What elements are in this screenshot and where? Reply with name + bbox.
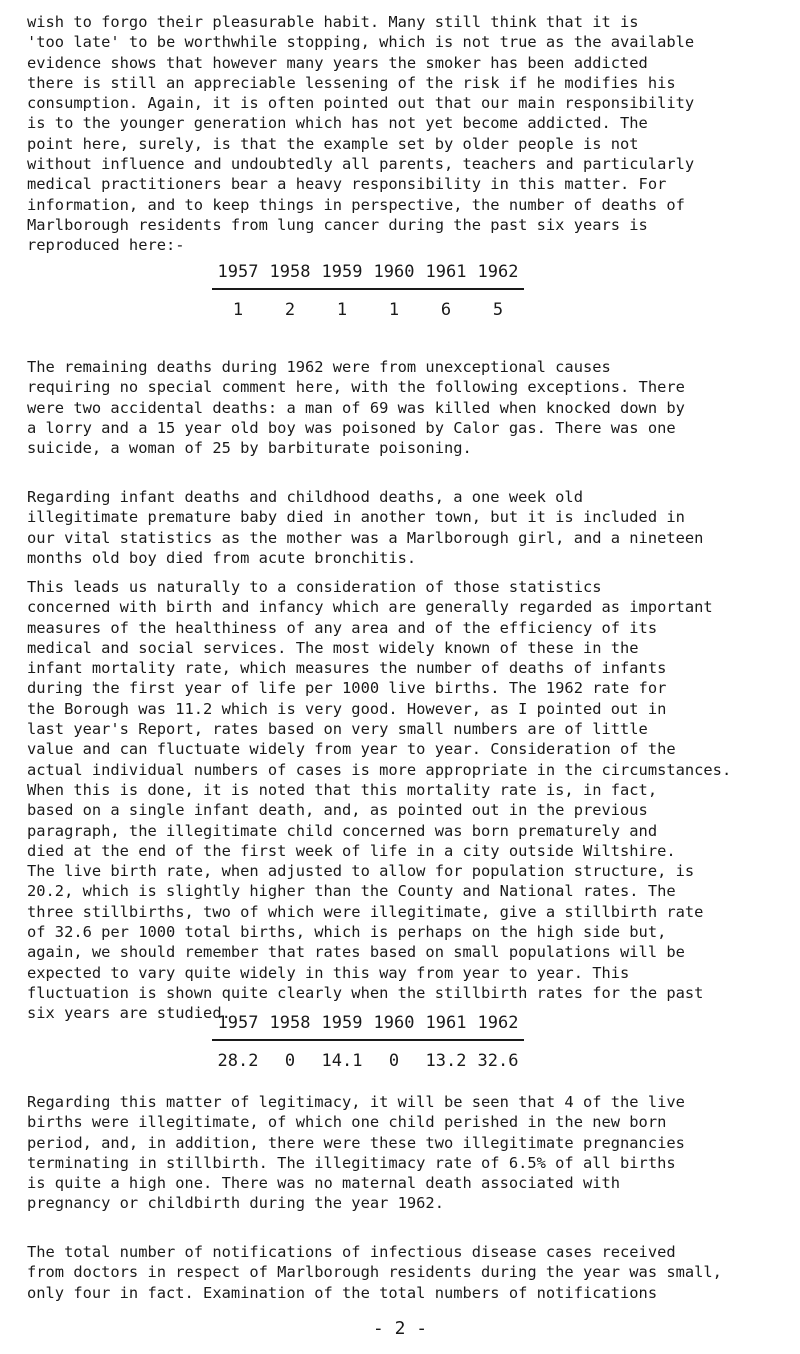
year-cell: 1959 (321, 1013, 363, 1033)
year-cell: 1960 (373, 262, 415, 282)
value-cell: 32.6 (477, 1051, 519, 1071)
value-cell: 0 (284, 1051, 296, 1071)
year-cell: 1958 (269, 1013, 311, 1033)
table-rule (212, 288, 524, 290)
year-cell: 1961 (425, 262, 467, 282)
value-cell: 5 (492, 300, 504, 320)
paragraph-birth-statistics: This leads us naturally to a consideration of those statistics concerned with birth and infancy which are generally regarded as important measures of the healthiness of any area and of the efficiency of its medical and social services. The most widely known of these in the infant mortality rate, which measures the number of deaths of infants during the first year of life per 1000 live births. The 1962 rate for the Borough was 11.2 which is very good. However, as I pointed out in last year's Report, rates based on very small numbers are of little value and can fluctuate widely from year to year. Consideration of the actual individual numbers of cases is more appropriate in the circumstances. When this is done, it is noted that this mortality rate is, in fact, based on a single infant death, and, as pointed out in the previous paragraph, the illegitimate child concerned was born prematurely and died at the end of the first week of life in a city outside Wiltshire. The live birth rate, when adjusted to allow for population structure, is 20.2, which is slightly higher than the County and National rates. The three stillbirths, two of which were illegitimate, give a stillbirth rate of 32.6 per 1000 total births, which is perhaps on the high side but, again, we should remember that rates based on small populations will be expected to vary quite widely in this way from year to year. This fluctuation is shown quite clearly when the stillbirth rates for the past six years are studied. (27, 578, 732, 1023)
table-value-row (212, 1051, 524, 1071)
value-cell: 2 (284, 300, 296, 320)
year-cell: 1962 (477, 1013, 519, 1033)
year-cell: 1960 (373, 1013, 415, 1033)
table-header-row (212, 1013, 524, 1033)
value-cell: 14.1 (321, 1051, 363, 1071)
paragraph-legitimacy: Regarding this matter of legitimacy, it will be seen that 4 of the live births were illegitimate, of which one child perished in the new born period, and, in addition, there were these two illegitimate pregnancies terminating in stillbirth. The illegitimacy rate of 6.5% of all births is quite a high one. There was no maternal death associated with pregnancy or childbirth during the year 1962. (27, 1093, 685, 1213)
year-cell: 1957 (217, 1013, 259, 1033)
year-cell: 1957 (217, 262, 259, 282)
value-cell: 1 (336, 300, 348, 320)
value-cell: 28.2 (217, 1051, 259, 1071)
year-cell: 1958 (269, 262, 311, 282)
lung-cancer-deaths-table (212, 262, 524, 320)
paragraph-notifications: The total number of notifications of infectious disease cases received from doctors in respect of Marlborough residents during the year was small, only four in fact. Examination of the total numbers of notifications (27, 1243, 722, 1302)
value-cell: 6 (440, 300, 452, 320)
year-cell: 1961 (425, 1013, 467, 1033)
page-number: - 2 - (372, 1318, 428, 1339)
value-cell: 1 (232, 300, 244, 320)
paragraph-other-deaths: The remaining deaths during 1962 were from unexceptional causes requiring no special comment here, with the following exceptions. There were two accidental deaths: a man of 69 was killed when knocked down by a lorry and a 15 year old boy was poisoned by Calor gas. There was one suicide, a woman of 25 by barbiturate poisoning. (27, 358, 685, 458)
table-value-row (212, 300, 524, 320)
year-cell: 1962 (477, 262, 519, 282)
table-header-row (212, 262, 524, 282)
value-cell: 13.2 (425, 1051, 467, 1071)
paragraph-smoking: wish to forgo their pleasurable habit. Many still think that it is 'too late' to be worthwhile stopping, which is not true as the available evidence shows that however many years the smoker has been addicted there is still an appreciable lessening of the risk if he modifies his consumption. Again, it is often pointed out that our main responsibility is to the younger generation which has not yet become addicted. The point here, surely, is that the example set by older people is not without influence and undoubtedly all parents, teachers and particularly medical practitioners bear a heavy responsibility in this matter. For information, and to keep things in perspective, the number of deaths of Marlborough residents from lung cancer during the past six years is reproduced here:- (27, 13, 695, 255)
paragraph-infant-deaths: Regarding infant deaths and childhood deaths, a one week old illegitimate premature baby died in another town, but it is included in our vital statistics as the mother was a Marlborough girl, and a nineteen months old boy died from acute bronchitis. (27, 488, 704, 567)
value-cell: 1 (388, 300, 400, 320)
year-cell: 1959 (321, 262, 363, 282)
stillbirth-rates-table (212, 1013, 524, 1071)
table-rule (212, 1039, 524, 1041)
value-cell: 0 (388, 1051, 400, 1071)
